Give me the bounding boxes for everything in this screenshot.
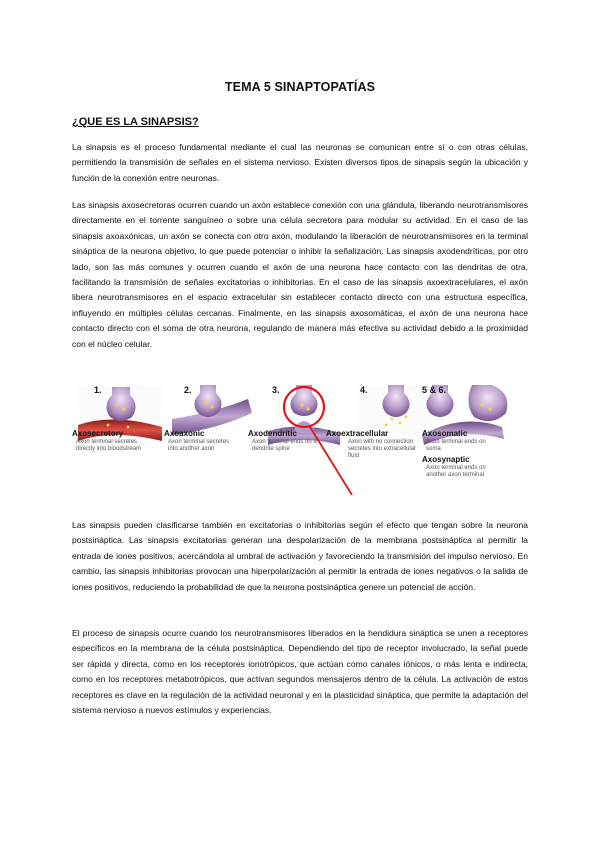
panel-number-3: 3. xyxy=(272,385,280,395)
panel-label-axodendritic: Axodendritic xyxy=(248,429,297,438)
panel-desc-axosynaptic: Axon terminal ends on another axon terminal xyxy=(426,465,486,478)
panel-label-axosynaptic: Axosynaptic xyxy=(422,455,470,464)
paragraph-receptors: El proceso de sinapsis ocurre cuando los neurotransmisores liberados en la hendidura sináptica se unen a receptores específicos en la membrana de la célula postsináptica. Dependiendo del tipo de receptor involucrado, la señal puede ser rápida y directa, como en los receptores ionotrópicos, que actúan como canales iónicos, o más lenta e indirecta, como en los receptores metabotrópicos, que activan segundos mensajeros dentro de la célula. La activación de estos receptores es clave en la regulación de la actividad neuronal y en la plasticidad sináptica, que permite la adaptación del sistema nervioso a nuevos estímulos y experiencias. xyxy=(72,628,528,716)
panel-desc-axosomatic: Axon terminal ends on soma xyxy=(426,439,486,452)
panel-desc-axoextracellular: Axon with no connection secretes into extracellular fluid xyxy=(348,439,417,459)
paragraph-intro: La sinapsis es el proceso fundamental mediante el cual las neuronas se comunican entre sí o con otras células, permitiendo la transmisión de señales en el sistema nervioso. Existen diversos tipos de sinapsis según la ubicación y función de la conexión entre neuronas. xyxy=(72,142,528,183)
page-title: TEMA 5 SINAPTOPATÍAS xyxy=(224,80,376,94)
panel-number-5-6: 5 & 6. xyxy=(422,385,447,395)
panel-desc-axodendritic: Axon terminal ends on a dendrite spine xyxy=(252,439,317,452)
panel-label-axosomatic: Axosomatic xyxy=(422,429,468,438)
paragraph-synapse-types: Las sinapsis axosecretoras ocurren cuando un axón establece conexión con una glándula, liberando neurotransmisores directamente en el torrente sanguíneo o sobre una célula secretora para modular su actividad. En el caso de las sinapsis axoaxónicas, un axón se conecta con otro axón, modulando la liberación de neurotransmisores en la terminal sináptica de la neurona objetivo, lo que puede potenciar o inhibir la señalización. Las sinapsis axodendríticas, por otro lado, son las más comunes y ocurren cuando el axón de una neurona hace contacto con las dendritas de otra, facilitando la transmisión de señales excitatorias o inhibitorias. En el caso de las sinapsis axoextracelulares, el axón libera neurotransmisores en el espacio extracelular sin establecer contacto directo con una estructura específica, influyendo en múltiples células cercanas. Finalmente, en las sinapsis axosomáticas, el axón de una neurona hace contacto directo con el soma de otra neurona, regulando de manera más efectiva su actividad debido a la proximidad con el núcleo celular. xyxy=(72,200,528,349)
panel-label-axosecretory: Axosecretory xyxy=(72,429,124,438)
panel-desc-axosecretory: Axon terminal secretes directly into bloodstream xyxy=(76,439,142,452)
section-heading: ¿QUE ES LA SINAPSIS? xyxy=(72,116,199,128)
panel-number-4: 4. xyxy=(360,385,368,395)
panel-desc-axoaxonic: Axon terminal secretes into another axon xyxy=(168,439,230,452)
panel-label-axoaxonic: Axoaxonic xyxy=(164,429,205,438)
panel-number-2: 2. xyxy=(184,385,192,395)
panel-label-axoextracellular: Axoextracellular xyxy=(326,429,389,438)
panel-number-1: 1. xyxy=(94,385,102,395)
paragraph-excitatory-inhibitory: Las sinapsis pueden clasificarse también en excitatorias o inhibitorias según el efecto que tengan sobre la neurona postsináptica. Las sinapsis excitatorias generan una despolarización de la membrana postsináptica al permitir la entrada de iones positivos, acercándola al umbral de activación y favoreciendo la transmisión del impulso nervioso. En cambio, las sinapsis inhibitorias provocan una hiperpolarización al permitir la entrada de iones negativos o la salida de iones positivos, reduciendo la probabilidad de que la neurona postsináptica genere un potencial de acción. xyxy=(72,520,528,592)
synapse-types-figure xyxy=(72,383,528,495)
